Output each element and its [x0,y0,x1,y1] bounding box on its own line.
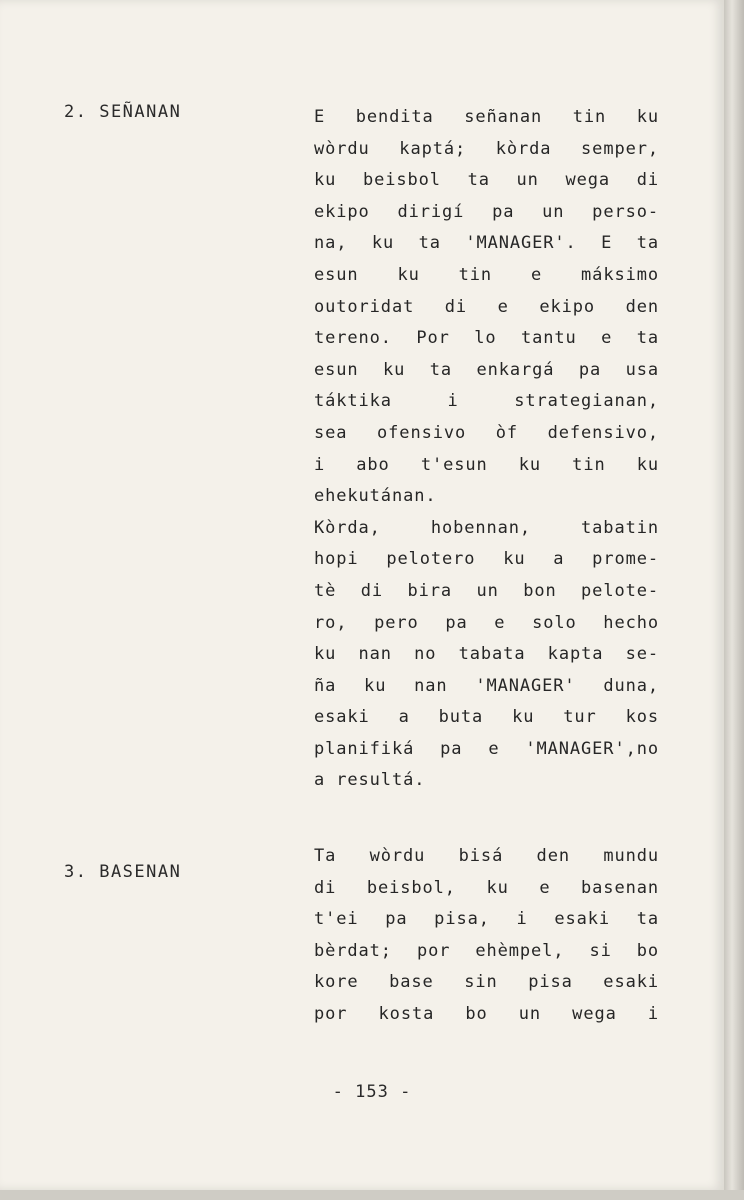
text-line: hopi pelotero ku a prome- [314,549,659,570]
text-line: Ta wòrdu bisá den mundu [314,846,659,867]
text-line: i abo t'esun ku tin ku [314,454,659,475]
section-3-heading: 3. BASENAN [64,862,182,882]
page-edge-shadow [724,0,744,1200]
section-2-heading: 2. SEÑANAN [64,102,182,122]
page-number: - 153 - [332,1082,412,1102]
text-line: táktika i strategianan, [314,391,659,412]
page-bottom-edge [0,1190,744,1200]
text-line: bèrdat; por ehèmpel, si bo [314,940,659,961]
text-line: t'ei pa pisa, i esaki ta [314,909,659,930]
text-line: di beisbol, ku e basenan [314,877,659,898]
text-line: ro, pero pa e solo hecho [314,612,659,633]
text-line: por kosta bo un wega i [314,1004,659,1025]
section-2-body [314,102,659,797]
text-line: planifiká pa e 'MANAGER',no [314,738,659,759]
text-line: tereno. Por lo tantu e ta [314,328,659,349]
text-line: Kòrda, hobennan, tabatin [314,517,659,538]
body-text-column [314,102,659,1031]
text-line: esun ku ta enkargá pa usa [314,359,659,380]
text-line: wòrdu kaptá; kòrda semper, [314,138,659,159]
text-line: na, ku ta 'MANAGER'. E ta [314,233,659,254]
text-line: esun ku tin e máksimo [314,264,659,285]
text-line: sea ofensivo òf defensivo, [314,422,659,443]
text-line: ña ku nan 'MANAGER' duna, [314,675,659,696]
section-3-body [314,841,659,1031]
text-line: a resultá. [314,770,426,791]
text-line: ku nan no tabata kapta se- [314,644,659,665]
text-line: tè di bira un bon pelote- [314,580,659,601]
text-line: ekipo dirigí pa un perso- [314,201,659,222]
text-line: esaki a buta ku tur kos [314,707,659,728]
text-line: ehekutánan. [314,486,437,507]
section-gap [314,797,659,841]
text-line: kore base sin pisa esaki [314,972,659,993]
text-line: ku beisbol ta un wega di [314,170,659,191]
text-line: E bendita señanan tin ku [314,107,659,127]
text-line: outoridat di e ekipo den [314,296,659,317]
